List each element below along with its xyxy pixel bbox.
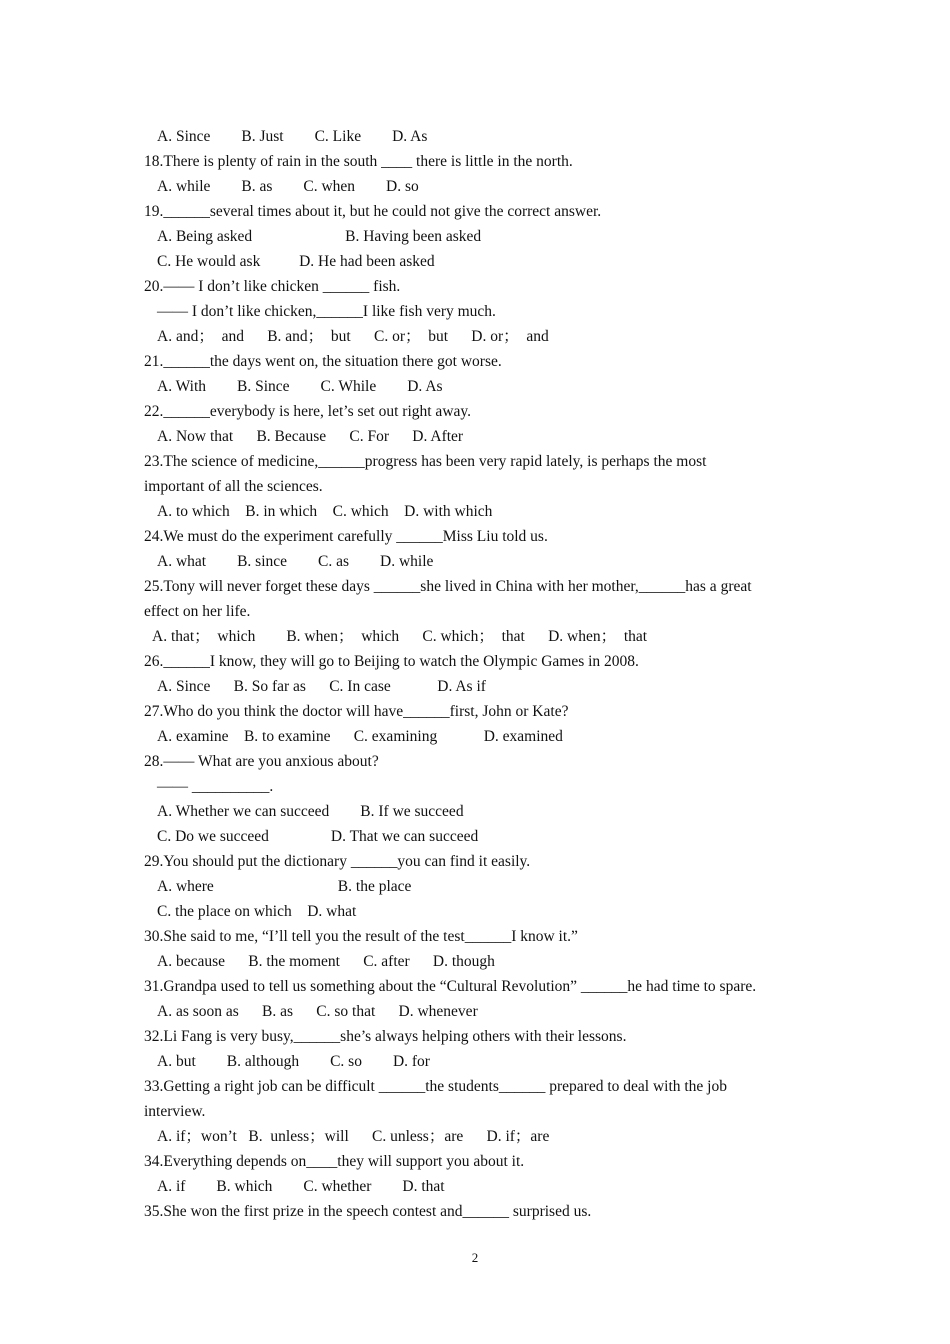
q29-options-ab: A. where B. the place	[157, 878, 412, 895]
q29-stem: 29.You should put the dictionary ______you can find it easily.	[144, 853, 531, 870]
q25-stem-cont: effect on her life.	[144, 603, 251, 620]
q27-options: A. examine B. to examine C. examining D. examined	[157, 728, 563, 745]
q34-stem: 34.Everything depends on____they will support you about it.	[144, 1153, 525, 1170]
q26-options: A. Since B. So far as C. In case D. As if	[157, 678, 486, 695]
q28-stem-reply: —— __________.	[157, 778, 274, 795]
q29-options-cd: C. the place on which D. what	[157, 903, 357, 920]
page-number: 2	[471, 1250, 479, 1265]
q33-stem: 33.Getting a right job can be difficult ______the students______ prepared to deal with the job	[144, 1078, 727, 1095]
q22-stem: 22.______everybody is here, let’s set out right away.	[144, 403, 472, 420]
q24-options: A. what B. since C. as D. while	[157, 553, 434, 570]
q28-stem: 28.—— What are you anxious about?	[144, 753, 379, 770]
q28-options-cd: C. Do we succeed D. That we can succeed	[157, 828, 479, 845]
q19-stem: 19.______several times about it, but he could not give the correct answer.	[144, 203, 602, 220]
q32-options: A. but B. although C. so D. for	[157, 1053, 430, 1070]
q21-options: A. With B. Since C. While D. As	[157, 378, 443, 395]
q21-stem: 21.______the days went on, the situation there got worse.	[144, 353, 502, 370]
q28-options-ab: A. Whether we can succeed B. If we succeed	[157, 803, 464, 820]
q18-stem: 18.There is plenty of rain in the south ____ there is little in the north.	[144, 153, 573, 170]
q33-options: A. if；won’t B. unless；will C. unless；are D. if；are	[157, 1128, 550, 1145]
q32-stem: 32.Li Fang is very busy,______she’s always helping others with their lessons.	[144, 1028, 627, 1045]
q23-options: A. to which B. in which C. which D. with which	[157, 503, 493, 520]
q20-stem: 20.—— I don’t like chicken ______ fish.	[144, 278, 401, 295]
q31-stem: 31.Grandpa used to tell us something about the “Cultural Revolution” ______he had time to spare.	[144, 978, 757, 995]
q23-stem-cont: important of all the sciences.	[144, 478, 323, 495]
q30-stem: 30.She said to me, “I’ll tell you the result of the test______I know it.”	[144, 928, 578, 945]
q23-stem: 23.The science of medicine,______progress has been very rapid lately, is perhaps the most	[144, 453, 707, 470]
q30-options: A. because B. the moment C. after D. though	[157, 953, 495, 970]
q27-stem: 27.Who do you think the doctor will have______first, John or Kate?	[144, 703, 569, 720]
q26-stem: 26.______I know, they will go to Beijing to watch the Olympic Games in 2008.	[144, 653, 639, 670]
q33-stem-cont: interview.	[144, 1103, 206, 1120]
q19-options-cd: C. He would ask D. He had been asked	[157, 253, 435, 270]
q18-options: A. while B. as C. when D. so	[157, 178, 419, 195]
q17-options: A. Since B. Just C. Like D. As	[157, 128, 428, 145]
q25-stem: 25.Tony will never forget these days ______she lived in China with her mother,______has a great	[144, 578, 752, 595]
q24-stem: 24.We must do the experiment carefully ______Miss Liu told us.	[144, 528, 548, 545]
q35-stem: 35.She won the first prize in the speech contest and______ surprised us.	[144, 1203, 592, 1220]
q25-options: A. that； which B. when； which C. which； that D. when； that	[152, 628, 648, 645]
q34-options: A. if B. which C. whether D. that	[157, 1178, 445, 1195]
q20-options: A. and； and B. and； but C. or； but D. or； and	[157, 328, 549, 345]
q22-options: A. Now that B. Because C. For D. After	[157, 428, 464, 445]
q31-options: A. as soon as B. as C. so that D. whenever	[157, 1003, 478, 1020]
q20-stem-reply: —— I don’t like chicken,______I like fish very much.	[157, 303, 496, 320]
q19-options-ab: A. Being asked B. Having been asked	[157, 228, 482, 245]
